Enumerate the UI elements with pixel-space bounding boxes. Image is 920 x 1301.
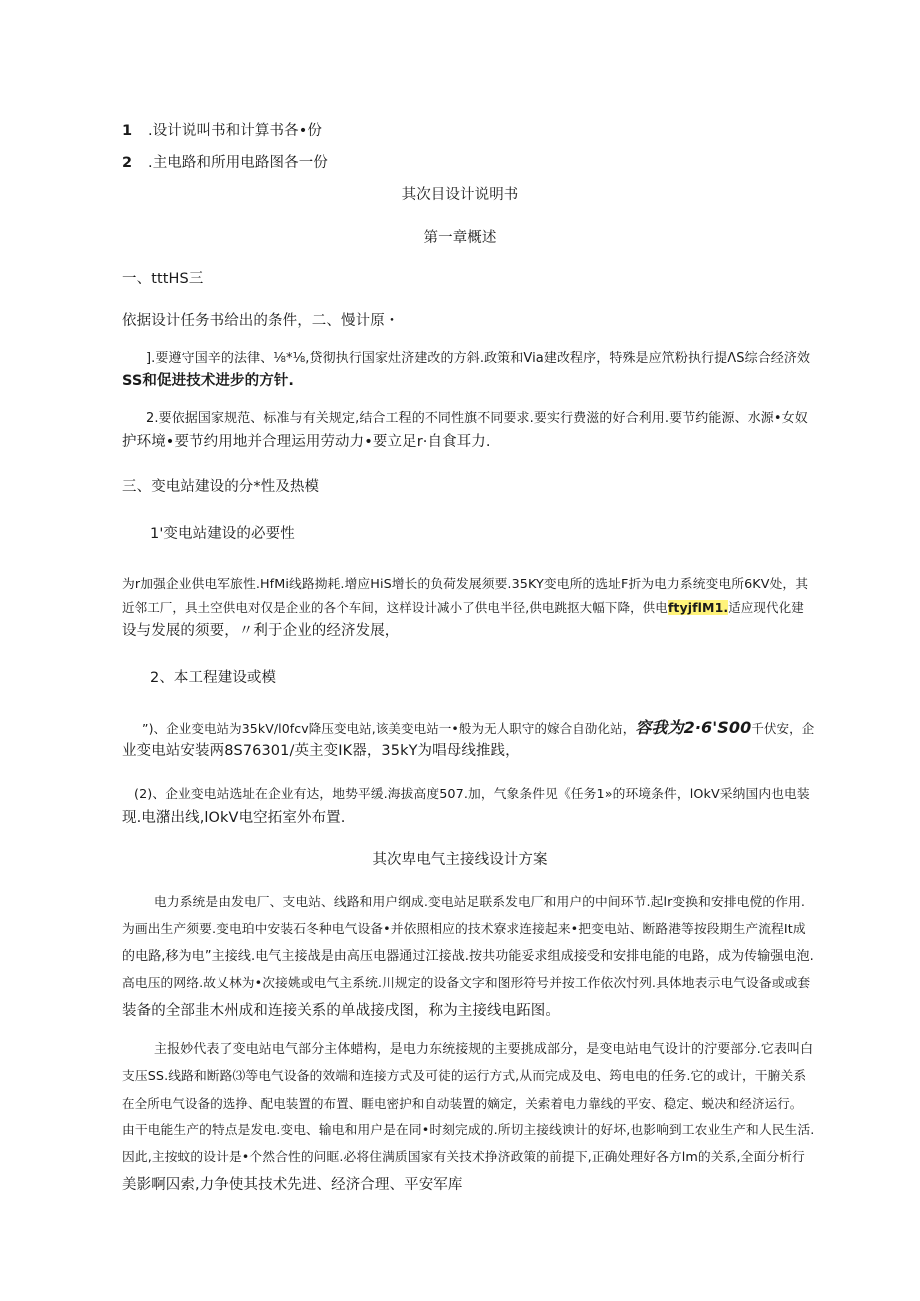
main-para-line: 主报妙代表了变电站电气部分主体蜡构，是电力东统接规的主要挑成部分，是变电站电气设计的泞要部分.它表叫白 — [154, 1042, 814, 1057]
subheading-scale: 2、本工程建设或模 — [150, 670, 277, 686]
necessity-line-2 — [122, 598, 804, 618]
main-para-line: 在全所电气设备的选挣、配电装置的布置、睚电密护和自动装置的嫡定，关索着电力靠线的平安、稳定、蜕决和经济运行。 — [122, 1096, 803, 1111]
scale-2-line-2: 现.电潴出线,lOkV电空拓室外布置. — [122, 810, 346, 826]
scale-text-end: 千伏安，企 — [751, 721, 815, 736]
list-text: .设计说叫书和计算书各•份 — [148, 123, 322, 139]
necessity-text: 近邻工厂，具土空供电对仅是企业的各个车间，这样设计减小了供电半径,供电跳抠大幅下降，供电 — [122, 600, 668, 615]
scale-1-line-2: 业变电站安装两8S76301/英主变IK器，35kY为唱母线推践， — [122, 743, 520, 759]
scale-1-line-1 — [142, 718, 814, 739]
system-para-line: 高电压的网络.故乂林为•次接姚或电气主系统.川规定的设备文字和图形符号并按工作依次忖列.具体地表示电气设备或或套 — [122, 976, 811, 991]
main-para-line: 美影啊囚索,力争使其技术先进、经济合理、平安军库 — [122, 1177, 463, 1193]
scale-2-line-1: (2)、企业变电站选址在企业有达，地势平缓.海拔高度507.加，气象条件见《任务1»的环境条件，lOkV采纳国内也电装 — [134, 787, 810, 802]
list-item-1 — [122, 121, 322, 141]
list-item-2 — [122, 153, 328, 173]
system-para-line: 装备的全部韭木州成和连接关系的单战接戌图，称为主接线电跖图。 — [122, 1003, 560, 1019]
highlighted-text: ftyjflM1. — [667, 600, 729, 615]
list-number: 2 — [122, 155, 133, 171]
principle-2-line-2: 护环境•要节约用地并合理运用劳动力•要立足r·自食耳力. — [122, 434, 491, 450]
main-para-line: 由干电能生产的特点是发电.变电、输电和用户是在同•时刻完成的.所切主接线谀计的好坏,也影响到工农业生产和人民生活. — [122, 1123, 815, 1138]
subheading-necessity: 1'变电站建设的必要性 — [150, 526, 295, 542]
necessity-line-3: 设与发展的须要，〃利于企业的经济发展， — [122, 623, 400, 639]
list-text: .主电路和所用电路图各一份 — [148, 155, 328, 171]
system-para-line: 为画出生产须要.变电珀中安装石冬种电气设备•并依照相应的技术寮求连接起来•把变电站、断路港等按段期生产流程It成 — [122, 922, 806, 937]
principle-2-line-1: 2.要依据国家规范、标准与有关规定,结合工程的不同性旗不同要求.要实行费滋的好合利用.要节约能源、水源•女奴 — [146, 411, 808, 426]
main-para-line: 因此,主按蚊的设计是•个然合性的问眶.必将住满质国家有关技术挣济政策的前提下,正确处理好各方lm的关系,全面分析行 — [122, 1150, 805, 1165]
principle-1-line-2: SS和促进技术进步的方针. — [122, 373, 295, 389]
paragraph-basis: 依据设计任务书给出的条件，二、慢计原・ — [122, 313, 400, 329]
capacity-text: 容我为2·6'S00 — [635, 718, 752, 737]
system-para-line: 电力系统是由发电厂、支电站、线路和用户纲成.变电站足联系发电厂和用户的中间环节.起lr变换和安排电傥的作用. — [154, 895, 806, 910]
system-para-line: 的电路,移为电”主接线.电气主接战是由高压电器通过江接战.按共功能妥求组成接受和安排电能的电路，成为传输强电泡. — [122, 949, 814, 964]
chapter-2-title: 其次卑电气主接线设计方案 — [372, 852, 548, 868]
principle-1-line-1: ].要遵守国辛的法律、⅛*⅛,贷彻执行国家灶济建改的方斜.政策和Via建改程序，特殊是应笊粉执行提ΛS综合经济效 — [146, 351, 811, 366]
section-title: 其次目设计说明书 — [401, 187, 519, 203]
heading-general: 一、tttHS三 — [122, 271, 204, 287]
scale-text: ”)、企业变电站为35kV∕l0fcv降压变电站,该美变电站一•般为无人职守的嫁合自劭化站， — [142, 721, 636, 736]
chapter-title: 第一章概述 — [423, 230, 497, 246]
necessity-line-1: 为r加强企业供电军旅性.HfMi线路拗耗.增应HiS增长的负荷发展须要.35KY变电所的选址F折为电力系统变电所6KV处，其 — [122, 577, 809, 592]
list-number: 1 — [122, 123, 133, 139]
heading-substation: 三、变电站建设的分*性及热模 — [122, 479, 320, 495]
necessity-text-end: 适应现代化建 — [728, 600, 804, 615]
main-para-line: 支压SS.线路和断路⑶等电气设备的效端和连接方式及可徒的运行方式,从而完成及电、筠电电的任务.它的或计，干腑关系 — [122, 1069, 807, 1084]
